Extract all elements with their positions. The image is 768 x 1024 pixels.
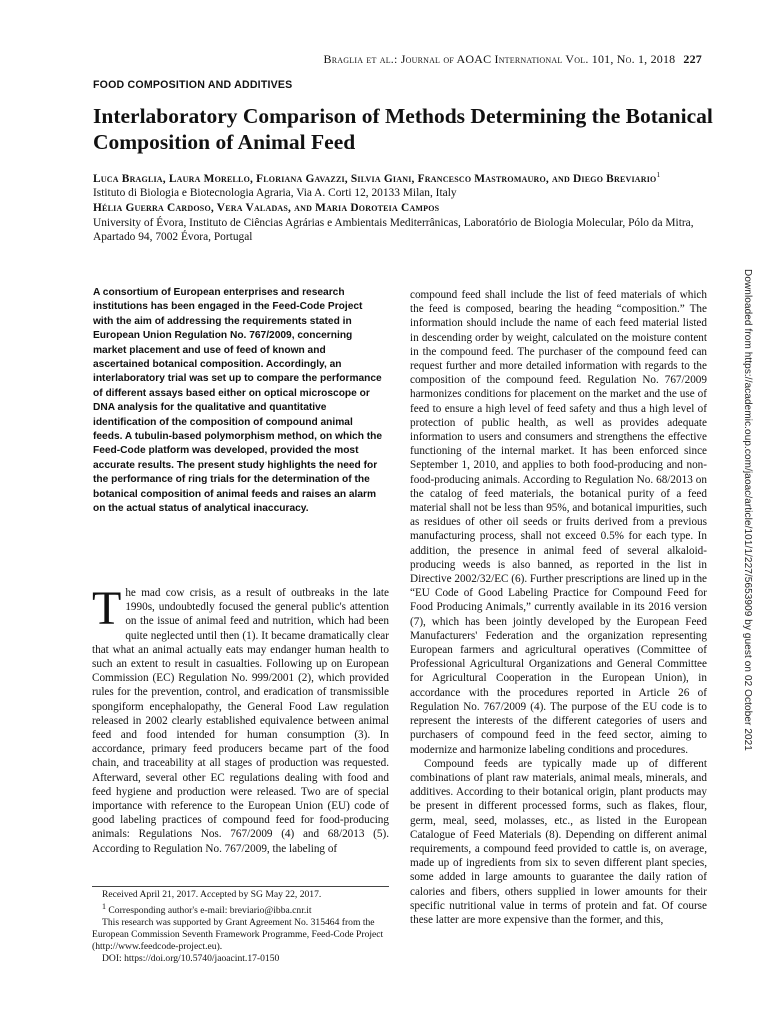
running-head (102, 52, 702, 67)
body-column-left (92, 582, 389, 856)
author-block (93, 168, 713, 245)
affiliation-2: University of Évora, Instituto de Ciências Agrárias e Ambientais Mediterrânicas, Laboratório de Biologia Molecular, Pólo da Mitra, Apartado 94, 7002 Évora, Portugal (93, 216, 694, 244)
footnotes (92, 886, 389, 965)
drop-cap: T (92, 582, 122, 635)
download-watermark (737, 269, 757, 819)
author-names-group-2: Hélia Guerra Cardoso, Vera Valadas, and Maria Doroteia Campos (93, 201, 440, 214)
corresponding-author-text: Corresponding author's e-mail: breviario@ibba.cnr.it (108, 905, 312, 917)
received-note: Received April 21, 2017. Accepted by SG May 22, 2017. (102, 889, 322, 900)
section-label: FOOD COMPOSITION AND ADDITIVES (93, 79, 293, 91)
body-paragraph: compound feed shall include the list of feed materials of which the feed is composed, bearing the heading “composition.” The information should include the name of each feed material listed in descending order by weight, calculated on the moisture content in the compound feed. The purchaser of the compound feed can request further and more detailed information with regards to the composition of the compound feed. Regulation No. 767/2009 harmonizes conditions for placement on the market and the use of feed to ensure a high level of feed safety and thus a high level of protection of public health, as well as provides adequate information to users and consumers and strengthens the effective functioning of the internal market. It has been enforced since September 1, 2010, and applies to both food-producing and non-food-producing animals. According to Regulation No. 68/2013 on the catalog of feed materials, the botanical purity of a feed material shall not be less than 95%, and botanical impurities, such as residues of other oil seeds or fruits derived from a previous manufacturing process, shall not exceed 0.5% for each type. In addition, the presence in animal feed of several alkaloid-producing weeds is also banned, as reported in the list in Directive 2002/32/EC (6). Further prescriptions are lined up in the “EU Code of Good Labeling Practice for Compound Feed for Food Producing Animals,” currently available in its 2016 version (7), which has been jointly developed by the European Feed Manufacturers' Federation and the organization representing European farmers and agricultural operatives (Committee of Professional Agricultural Organizations and General Committee for Agricultural Cooperation in the European Union), in accordance with the procedures reported in Article 26 of Regulation No. 767/2009 (4). The purpose of the EU code is to represent the interests of the different categories of users and purchasers of compound feed in the feed sector, aiming to modernize and harmonize labeling conditions and procedures. (410, 289, 708, 756)
body-column-right (410, 288, 707, 927)
body-paragraph: Compound feeds are typically made up of different combinations of plant raw materials, animal meals, minerals, and additives. According to their botanical origin, plant products may be present in different processed forms, such as flakes, flour, germ, meal, seed, molasses, etc., as listed in the European Catalogue of Feed Materials (8). Depending on different animal requirements, a compound feed provided to cattle is, on average, made up of ingredients from six to seven different plant species, some added in large amounts to guarantee the daily ration of calories and fibers, others supplied in lower amounts for their specific nutritional value in terms of protein and fat. Of course these latter are more expensive than the former, and this, (410, 757, 707, 926)
journal-citation: Braglia et al.: Journal of AOAC International Vol. 101, No. 1, 2018 (323, 52, 676, 66)
intro-text: he mad cow crisis, as a result of outbreaks in the late 1990s, undoubtedly focused the general public's attention on the issue of animal feed and nutrition, which had been quite neglected until then (1). It became dramatically clear that what an animal actually eats may endanger human health to such an extent to result in casualties. Following up on European Commission (EC) Regulation No. 999/2001 (2), which provided rules for the prevention, control, and eradication of transmissible spongiform encephalopathy, the General Food Law regulation released in 2002 clearly established equivalence between animal feed and food intended for human consumption (3). In accordance, primary feed producers became part of the food chain, and traceability at all stages of production was requested. Afterward, several other EC regulations dealing with food and feed hygiene and production were released. Two are of special importance with reference to the European Union (EU) code of good labeling practices of compound feed for food-producing animals: Regulations Nos. 767/2009 (4) and 68/2013 (5). According to Regulation No. 767/2009, the labeling of (92, 587, 389, 855)
download-watermark-text: Downloaded from https://academic.oup.com/jaoac/article/101/1/227/5653909 by guest on 02 October 2021 (742, 269, 753, 751)
funding-note: This research was supported by Grant Agreement No. 315464 from the European Commission Seventh Framework Programme, Feed-Code Project (http://www.feedcode-project.eu). (92, 917, 384, 953)
author-names-group-1: Luca Braglia, Laura Morello, Floriana Gavazzi, Silvia Giani, Francesco Mastromauro, and Diego Breviario (93, 172, 657, 185)
intro-paragraph (92, 582, 389, 856)
footnote-marker: 1 (102, 902, 106, 911)
page-number: 227 (683, 52, 702, 66)
author-footnote-marker: 1 (656, 170, 661, 179)
doi-note[interactable]: DOI: https://doi.org/10.5740/jaoacint.17-0150 (102, 953, 280, 965)
abstract: A consortium of European enterprises and research institutions has been engaged in the Feed-Code Project with the aim of addressing the requirements stated in European Union Regulation No. 767/2009, concerning market placement and use of feed of known and ascertained botanical composition. Accordingly, an interlaboratory trial was set up to compare the performance of different assays based either on optical microscope or DNA analysis for the qualitative and quantitative identification of the composition of compound animal feeds. A tubulin-based polymorphism method, on which the Feed-Code platform was developed, provided the most accurate results. The present study highlights the need for the performance of ring trials for the determination of the botanical composition of animal feeds and raises an alarm on the actual status of analytical inaccuracy. (93, 287, 383, 515)
affiliation-1: Istituto di Biologia e Biotecnologia Agraria, Via A. Corti 12, 20133 Milan, Italy (93, 187, 457, 200)
corresponding-author-note (92, 901, 389, 917)
article-title: Interlaboratory Comparison of Methods Determining the Botanical Composition of Animal Feed (93, 104, 713, 154)
